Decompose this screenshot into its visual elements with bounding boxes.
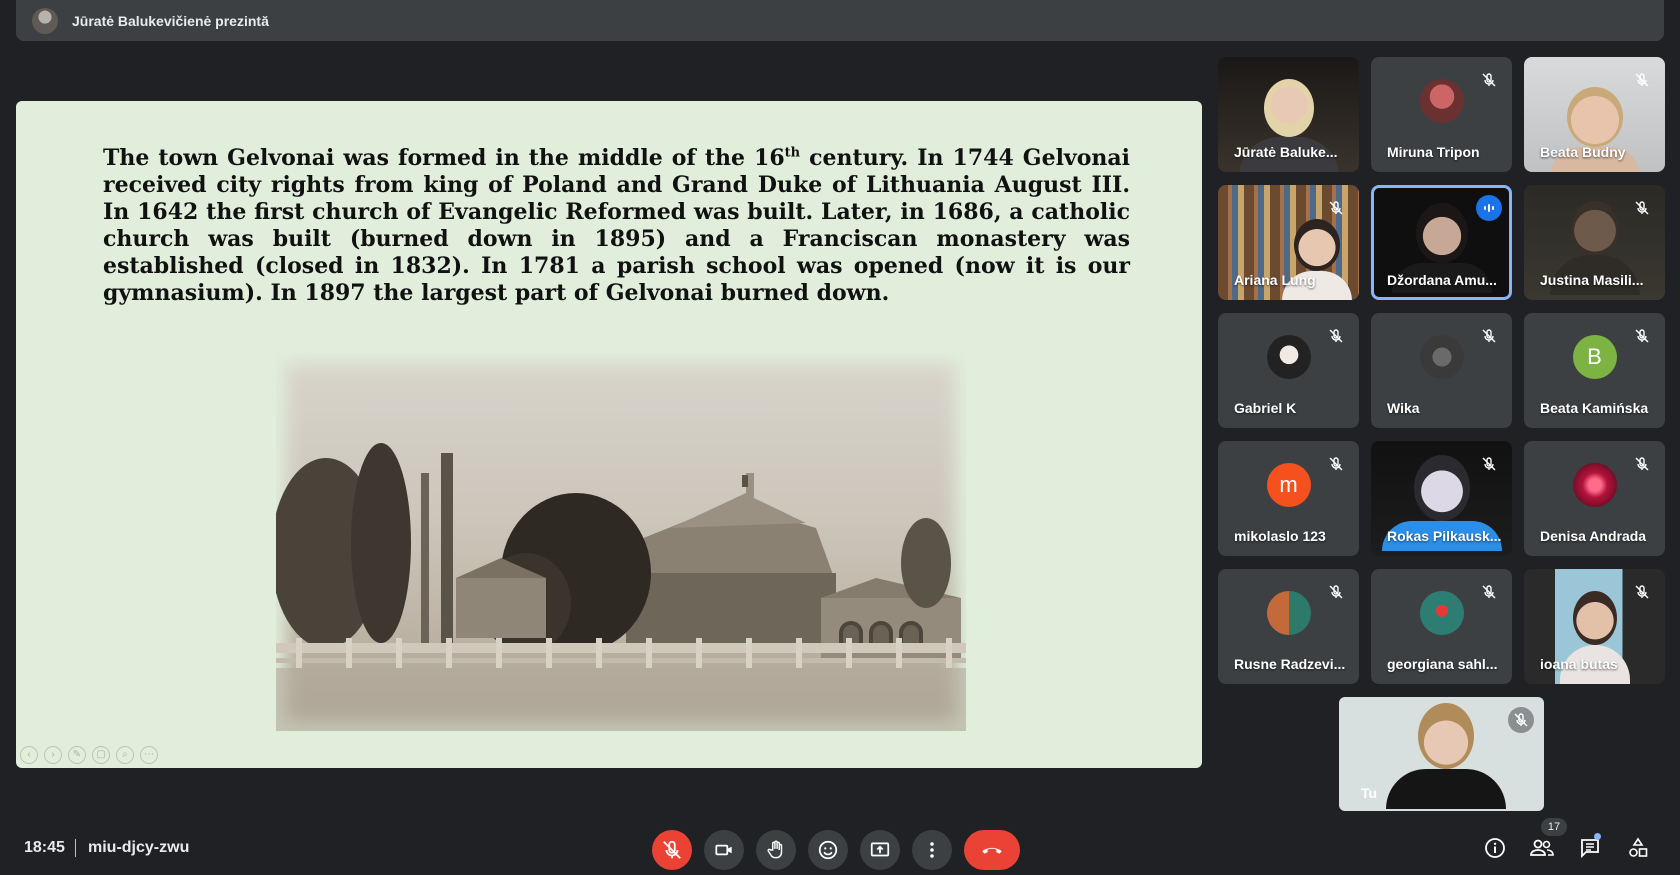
presentation-banner [16, 0, 1664, 41]
participant-tile[interactable] [1371, 569, 1512, 684]
participant-name: Denisa Andrada [1540, 528, 1647, 544]
chat-button[interactable] [1574, 832, 1606, 864]
mic-off-icon [1476, 67, 1502, 93]
activities-icon [1626, 836, 1650, 860]
mic-off-icon [1476, 579, 1502, 605]
meeting-details-button[interactable] [1479, 832, 1511, 864]
mic-toggle-button[interactable] [652, 830, 692, 870]
previous-slide-icon[interactable]: ‹ [20, 746, 38, 764]
pen-icon[interactable]: ✎ [68, 746, 86, 764]
reactions-button[interactable] [808, 830, 848, 870]
mic-off-icon [1323, 323, 1349, 349]
self-view-tile[interactable] [1339, 697, 1544, 811]
participant-tile[interactable] [1371, 441, 1512, 556]
mic-off-icon [1323, 579, 1349, 605]
presenter-avatar [32, 8, 58, 34]
participant-name: Justina Masili... [1540, 272, 1644, 288]
participant-tile[interactable] [1371, 313, 1512, 428]
participant-name: Ariana Lung [1234, 272, 1316, 288]
mic-off-icon [1508, 707, 1534, 733]
participant-avatar [1573, 463, 1617, 507]
participant-tile[interactable] [1371, 185, 1512, 300]
meeting-code: miu-djcy-zwu [88, 839, 190, 856]
participant-initial-avatar: m [1267, 463, 1311, 507]
participant-count-badge: 17 [1541, 818, 1567, 836]
participant-tile[interactable] [1524, 569, 1665, 684]
mic-off-icon [1476, 323, 1502, 349]
camera-icon [713, 839, 735, 861]
participant-name: Rusne Radzevi... [1234, 656, 1346, 672]
participant-tile[interactable] [1218, 57, 1359, 172]
mic-off-icon [1323, 195, 1349, 221]
participant-initial-avatar: B [1573, 335, 1617, 379]
participant-tile[interactable] [1218, 185, 1359, 300]
participant-tile[interactable] [1524, 441, 1665, 556]
zoom-icon[interactable]: ⌕ [116, 746, 134, 764]
next-slide-icon[interactable]: › [44, 746, 62, 764]
info-icon [1483, 836, 1507, 860]
show-everyone-button[interactable] [1526, 832, 1558, 864]
participant-name: Miruna Tripon [1387, 144, 1480, 160]
control-bar [0, 818, 1680, 875]
participant-name: mikolaslo 123 [1234, 528, 1326, 544]
emoji-icon [817, 839, 839, 861]
divider [75, 839, 76, 857]
participant-name: Beata Kamińska [1540, 400, 1649, 416]
activities-button[interactable] [1622, 832, 1654, 864]
mic-off-icon [1629, 67, 1655, 93]
speaking-indicator-icon [1476, 195, 1502, 221]
mic-off-icon [1629, 579, 1655, 605]
slide-text-superscript: th [784, 145, 801, 161]
present-screen-button[interactable] [860, 830, 900, 870]
camera-toggle-button[interactable] [704, 830, 744, 870]
mic-off-icon [1323, 451, 1349, 477]
participant-name: georgiana sahl... [1387, 656, 1498, 672]
hand-icon [765, 839, 787, 861]
mic-off-icon [1629, 323, 1655, 349]
meeting-time: 18:45 [24, 839, 65, 856]
self-video [1386, 703, 1506, 809]
raise-hand-button[interactable] [756, 830, 796, 870]
more-icon [921, 839, 943, 861]
presentation-title: Jūratė Balukevičienė prezintă [72, 12, 269, 29]
participant-tile[interactable] [1218, 569, 1359, 684]
copy-icon[interactable]: ▢ [92, 746, 110, 764]
historical-photo [276, 353, 966, 731]
participant-name: Rokas Pilkausk... [1387, 528, 1502, 544]
participant-name: Jūratė Baluke... [1234, 144, 1338, 160]
participant-name: Džordana Amu... [1387, 272, 1497, 288]
self-view-label: Tu [1361, 785, 1378, 801]
leave-call-button[interactable] [964, 830, 1020, 870]
participant-avatar [1420, 79, 1464, 123]
participant-tile[interactable] [1371, 57, 1512, 172]
slide-text-part2: century. In 1744 Gelvonai received city rights from king of Poland and Grand Duke of Lithuania August III. In 1642 the first church of Evangelic Reformed was built. Later, in 1686, a catholic church was built (burned down in 1895) and a Franciscan monastery was established (closed in 1832). In 1781 a parish school was opened (now it is our gymnasium). In 1897 the largest part of Gelvonai burned down. [103, 145, 1130, 306]
participant-tile[interactable] [1218, 441, 1359, 556]
participant-tile[interactable] [1524, 185, 1665, 300]
participant-avatar [1420, 335, 1464, 379]
participant-tile[interactable] [1218, 313, 1359, 428]
slide-toolbar [20, 746, 158, 764]
end-call-icon [979, 837, 1005, 863]
participant-avatar [1420, 591, 1464, 635]
participant-name: Beata Budny [1540, 144, 1626, 160]
participant-name: Gabriel K [1234, 400, 1297, 416]
participant-avatar [1267, 591, 1311, 635]
presented-slide [16, 101, 1202, 768]
mic-off-icon [1476, 451, 1502, 477]
participant-tile[interactable] [1524, 57, 1665, 172]
mic-off-icon [1629, 451, 1655, 477]
people-icon [1529, 836, 1555, 860]
participant-tile[interactable] [1524, 313, 1665, 428]
mic-off-icon [1629, 195, 1655, 221]
participant-name: Wika [1387, 400, 1420, 416]
slide-text [103, 145, 1130, 307]
participant-name: ioana butas [1540, 656, 1618, 672]
more-options-icon[interactable]: ⋯ [140, 746, 158, 764]
more-options-button[interactable] [912, 830, 952, 870]
mic-off-icon [661, 839, 683, 861]
participant-avatar [1267, 335, 1311, 379]
present-icon [869, 839, 891, 861]
chat-notification-dot [1594, 833, 1601, 840]
slide-text-part1: The town Gelvonai was formed in the middle of the 16 [103, 145, 785, 171]
